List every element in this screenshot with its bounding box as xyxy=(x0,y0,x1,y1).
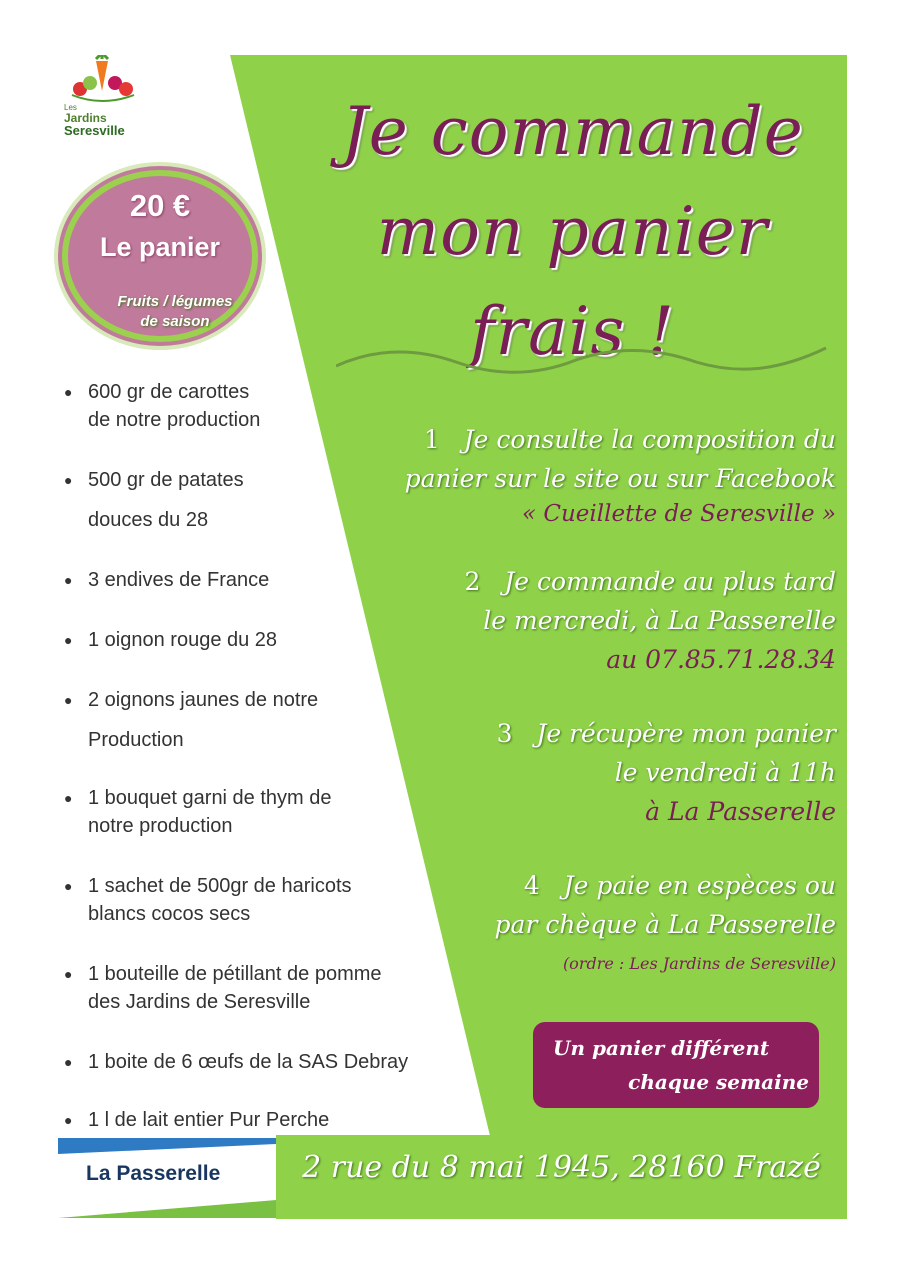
logo-line-les: Les xyxy=(64,103,77,112)
step-number: 1 xyxy=(423,425,440,454)
item-line1: 1 oignon rouge du 28 xyxy=(88,629,278,651)
price-subtitle xyxy=(82,292,268,332)
bullet-icon: ● xyxy=(64,878,73,894)
bullet-icon: ● xyxy=(64,966,73,982)
step-line2: le vendredi à 11h xyxy=(614,758,836,787)
bullet-icon: ● xyxy=(64,790,73,806)
step-2 xyxy=(465,562,836,679)
title-line1: Je commande xyxy=(341,93,804,170)
step-line3: à La Passerelle xyxy=(645,797,836,826)
bullet-icon: ● xyxy=(64,572,73,588)
item-line2: des Jardins de Seresville xyxy=(88,991,311,1013)
list-item xyxy=(64,784,494,840)
step-note: (ordre : Les Jardins de Seresville) xyxy=(562,954,836,973)
list-item xyxy=(64,566,494,594)
item-line2: notre production xyxy=(88,815,233,837)
step-line1: Je consulte la composition du xyxy=(463,425,836,454)
step-1 xyxy=(405,420,836,530)
bullet-icon: ● xyxy=(64,472,73,488)
price-circle xyxy=(62,170,258,342)
bullet-icon: ● xyxy=(64,1112,73,1128)
title-line3: frais ! xyxy=(470,293,675,370)
price-subtitle-line2: de saison xyxy=(140,313,210,330)
step-line2: panier sur le site ou sur Facebook xyxy=(404,464,836,493)
list-item xyxy=(64,686,494,754)
price-subtitle-line1: Fruits / légumes xyxy=(117,293,233,310)
item-line2: blancs cocos secs xyxy=(88,903,251,925)
address: 2 rue du 8 mai 1945, 28160 Frazé xyxy=(302,1150,821,1185)
list-item xyxy=(64,626,494,654)
step-line1: Je récupère mon panier xyxy=(536,719,836,748)
step-line3: « Cueillette de Seresville » xyxy=(522,501,836,527)
step-number: 2 xyxy=(464,567,481,596)
step-number: 4 xyxy=(523,871,540,900)
logo-line-seresville: Seresville xyxy=(64,123,125,138)
item-line1: 500 gr de patates xyxy=(88,469,244,491)
step-4 xyxy=(495,866,836,983)
wave-divider xyxy=(336,338,828,378)
step-3 xyxy=(497,714,836,831)
bullet-icon: ● xyxy=(64,1054,73,1070)
price-label: Le panier xyxy=(99,232,221,262)
badge-line1: Un panier différent xyxy=(553,1036,770,1060)
page-title xyxy=(300,82,845,382)
item-line1: 600 gr de carottes xyxy=(88,381,250,403)
list-item xyxy=(64,1106,494,1134)
price-amount: 20 € xyxy=(129,188,191,223)
bullet-icon: ● xyxy=(64,632,73,648)
step-line2: par chèque à La Passerelle xyxy=(494,910,836,939)
list-item xyxy=(64,1048,494,1076)
list-item xyxy=(64,960,494,1016)
item-line1: 1 bouteille de pétillant de pomme xyxy=(88,963,382,985)
weekly-basket-badge xyxy=(533,1022,819,1108)
logo-line-jardins: Jardins xyxy=(64,111,107,125)
step-line3: au 07.85.71.28.34 xyxy=(606,645,836,674)
list-item xyxy=(64,872,494,928)
bullet-icon: ● xyxy=(64,384,73,400)
title-line2: mon panier xyxy=(376,193,769,270)
item-line2: de notre production xyxy=(88,409,261,431)
step-line2: le mercredi, à La Passerelle xyxy=(483,606,836,635)
item-line1: 1 bouquet garni de thym de xyxy=(88,787,332,809)
logo-text xyxy=(64,104,125,137)
item-line1: 1 boite de 6 œufs de la SAS Debray xyxy=(88,1051,409,1073)
item-line1: 2 oignons jaunes de notre xyxy=(88,689,319,711)
step-line1: Je paie en espèces ou xyxy=(563,871,836,900)
badge-line2: chaque semaine xyxy=(628,1070,809,1094)
item-line2: douces du 28 xyxy=(88,509,209,531)
bullet-icon: ● xyxy=(64,692,73,708)
item-line1: 3 endives de France xyxy=(88,569,270,591)
partner-name: La Passerelle xyxy=(86,1162,221,1185)
step-line1: Je commande au plus tard xyxy=(504,567,836,596)
step-number: 3 xyxy=(496,719,513,748)
item-line1: 1 l de lait entier Pur Perche xyxy=(88,1109,330,1131)
item-line1: 1 sachet de 500gr de haricots xyxy=(88,875,352,897)
item-line2: Production xyxy=(88,729,184,751)
